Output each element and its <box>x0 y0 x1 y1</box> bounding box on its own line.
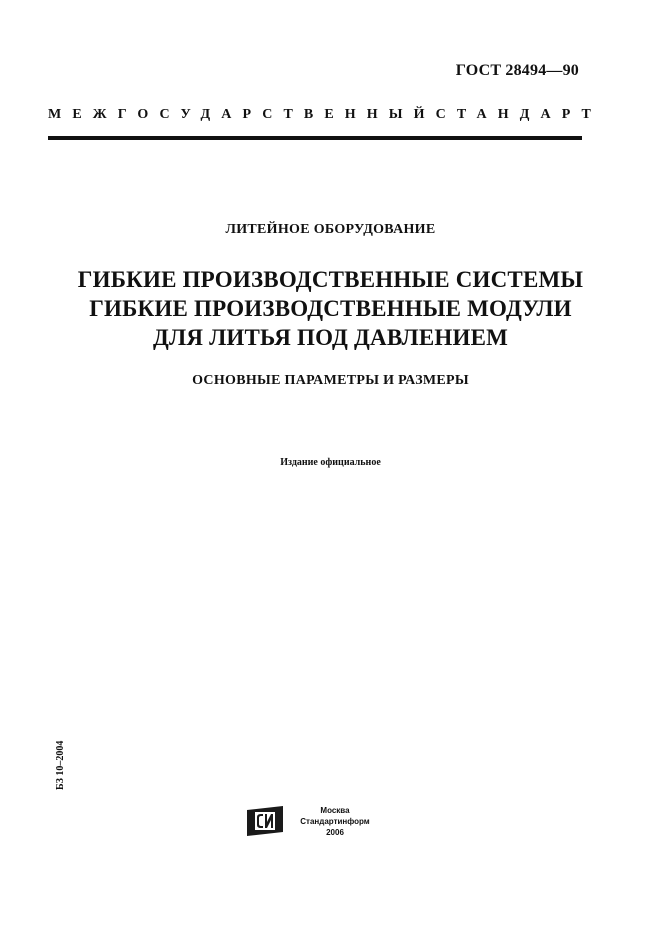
side-code: БЗ 10–2004 <box>55 740 66 790</box>
publisher-logo-icon <box>245 804 285 838</box>
header-rule <box>48 136 582 140</box>
title-line-3: ДЛЯ ЛИТЬЯ ПОД ДАВЛЕНИЕМ <box>152 325 509 350</box>
standard-word: СТАНДАРТ <box>435 107 602 122</box>
publisher-city: Москва <box>320 806 350 815</box>
subtitle: ОСНОВНЫЕ ПАРАМЕТРЫ И РАЗМЕРЫ <box>192 373 469 388</box>
publisher-name: Стандартинформ <box>300 817 370 826</box>
official-edition-note: Издание официальное <box>280 457 381 468</box>
publisher-block <box>299 805 371 838</box>
title-line-1: ГИБКИЕ ПРОИЗВОДСТВЕННЫЕ СИСТЕМЫ <box>77 267 584 292</box>
standard-number: ГОСТ 28494—90 <box>455 62 579 79</box>
title-line-2: ГИБКИЕ ПРОИЗВОДСТВЕННЫЕ МОДУЛИ <box>89 296 572 321</box>
publisher-year: 2006 <box>326 828 344 837</box>
category-heading: ЛИТЕЙНОЕ ОБОРУДОВАНИЕ <box>225 222 436 237</box>
interstate-standard-heading <box>48 107 602 123</box>
interstate-word: МЕЖГОСУДАРСТВЕННЫЙ <box>48 107 436 122</box>
main-title <box>0 265 661 352</box>
